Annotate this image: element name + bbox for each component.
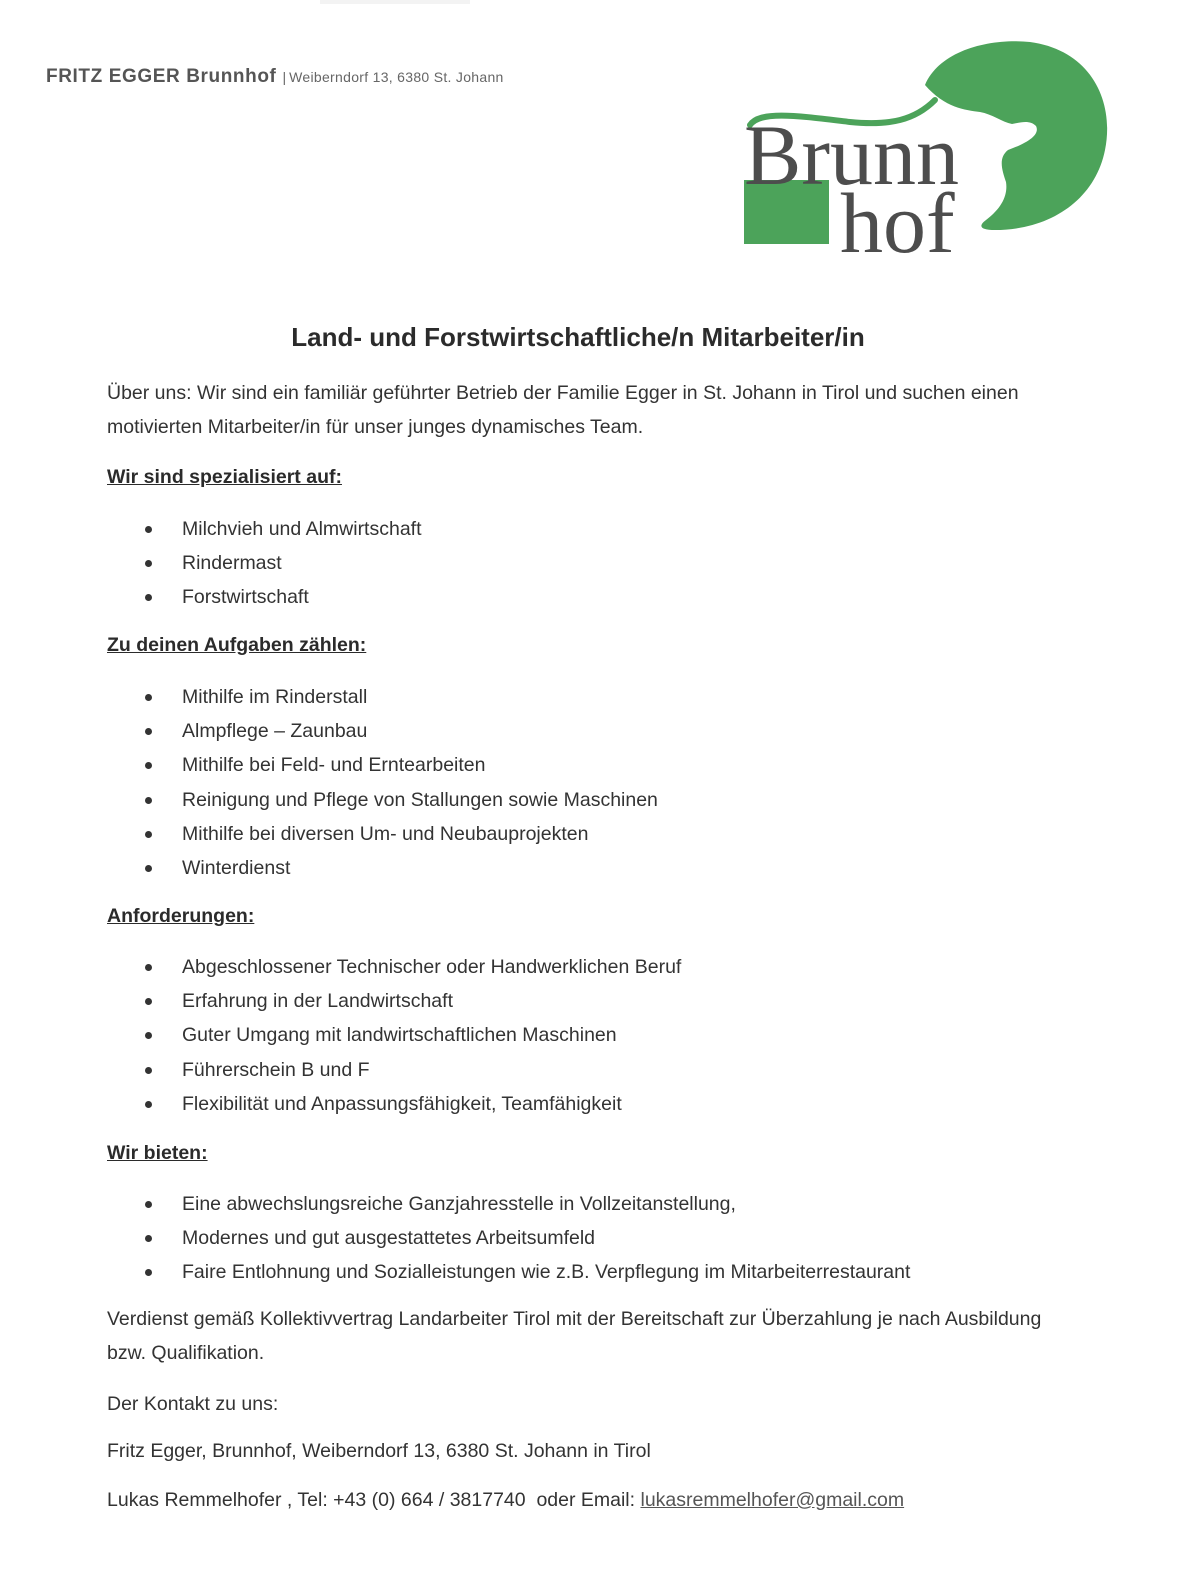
logo-text-brunn: Brunn: [744, 107, 959, 203]
list-item-text: Modernes und gut ausgestattetes Arbeitsumfeld: [182, 1227, 596, 1250]
bullet-icon: [145, 964, 152, 971]
list-item: [107, 950, 681, 984]
list-item-text: Guter Umgang mit landwirtschaftlichen Maschinen: [182, 1024, 617, 1047]
bullet-icon: [145, 594, 152, 601]
list-item: [107, 1087, 681, 1121]
section-heading-tasks: Zu deinen Aufgaben zählen:: [107, 634, 367, 656]
list-item: [107, 580, 422, 614]
list-item-text: Milchvieh und Almwirtschaft: [182, 518, 422, 540]
salary-paragraph: Verdienst gemäß Kollektivvertrag Landarbeiter Tirol mit der Bereitschaft zur Überzahlung je nach Ausbildung bzw. Qualifikation.: [107, 1308, 1042, 1364]
list-item: [107, 1187, 910, 1221]
list-item-text: Mithilfe im Rinderstall: [182, 686, 368, 708]
scan-edge: [320, 0, 470, 4]
letterhead-separator: |: [282, 69, 287, 85]
offer-list: [107, 1187, 910, 1290]
list-item-text: Flexibilität und Anpassungsfähigkeit, Teamfähigkeit: [182, 1092, 622, 1115]
bullet-icon: [145, 526, 152, 533]
list-item-text: Erfahrung in der Landwirtschaft: [182, 990, 453, 1013]
list-item: [107, 546, 422, 580]
list-item-text: Forstwirtschaft: [182, 586, 309, 609]
bullet-icon: [145, 1269, 152, 1276]
list-item: [107, 984, 681, 1018]
tasks-list: [107, 680, 658, 885]
section-heading-requirements: Anforderungen:: [107, 905, 255, 927]
section-heading-specialization: Wir sind spezialisiert auf:: [107, 466, 342, 488]
list-item: [107, 1255, 910, 1289]
list-item: [107, 1053, 681, 1087]
list-item-text: Almpflege – Zaunbau: [182, 720, 368, 743]
list-item-text: Mithilfe bei Feld- und Erntearbeiten: [182, 754, 486, 777]
bullet-icon: [145, 1235, 152, 1242]
bullet-icon: [145, 998, 152, 1005]
list-item-text: Führerschein B und F: [182, 1058, 370, 1081]
list-item-text: Winterdienst: [182, 856, 291, 879]
list-item: [107, 1221, 910, 1255]
bullet-icon: [145, 560, 152, 567]
list-item: [107, 714, 658, 748]
contact-person-line: [107, 1483, 1067, 1517]
list-item: [107, 783, 658, 817]
list-item: [107, 817, 658, 851]
list-item-text: Abgeschlossener Technischer oder Handwerklichen Beruf: [182, 956, 682, 978]
list-item-text: Reinigung und Pflege von Stallungen sowie Maschinen: [182, 788, 658, 811]
list-item-text: Rindermast: [182, 552, 282, 575]
logo-text-hof: hof: [840, 175, 955, 271]
section-heading-offer: Wir bieten:: [107, 1142, 208, 1164]
bullet-icon: [145, 1067, 152, 1074]
job-title: Land- und Forstwirtschaftliche/n Mitarbeiter/in: [291, 322, 865, 352]
contact-address: Fritz Egger, Brunnhof, Weiberndorf 13, 6380 St. Johann in Tirol: [107, 1440, 651, 1462]
intro-paragraph: Über uns: Wir sind ein familiär geführter Betrieb der Familie Egger in St. Johann in Tirol und suchen einen motivierten Mitarbeiter/in für unser junges dynamisches Team.: [107, 382, 1019, 438]
list-item-text: Mithilfe bei diversen Um- und Neubauprojekten: [182, 822, 589, 845]
requirements-list: [107, 950, 681, 1121]
bullet-icon: [145, 1032, 152, 1039]
letterhead: [46, 66, 504, 88]
bullet-icon: [145, 762, 152, 769]
contact-person-phone: Lukas Remmelhofer , Tel: +43 (0) 664 / 3817740 oder Email:: [107, 1489, 641, 1511]
bullet-icon: [145, 865, 152, 872]
brunnhof-logo: [740, 30, 1120, 271]
bullet-icon: [145, 1201, 152, 1208]
bullet-icon: [145, 831, 152, 838]
bullet-icon: [145, 797, 152, 804]
bullet-icon: [145, 1101, 152, 1108]
list-item-text: Eine abwechslungsreiche Ganzjahresstelle in Vollzeitanstellung,: [182, 1193, 736, 1215]
list-item-text: Faire Entlohnung und Sozialleistungen wie z.B. Verpflegung im Mitarbeiterrestaurant: [182, 1261, 911, 1284]
bullet-icon: [145, 694, 152, 701]
list-item: [107, 512, 422, 546]
contact-label: Der Kontakt zu uns:: [107, 1393, 279, 1415]
bullet-icon: [145, 728, 152, 735]
letterhead-company: FRITZ EGGER Brunnhof: [46, 66, 277, 87]
list-item: [107, 1018, 681, 1052]
list-item: [107, 748, 658, 782]
specialization-list: [107, 512, 422, 615]
list-item: [107, 680, 658, 714]
contact-email-link[interactable]: lukasremmelhofer@gmail.com: [640, 1489, 905, 1511]
list-item: [107, 851, 658, 885]
letterhead-address: Weiberndorf 13, 6380 St. Johann: [289, 69, 504, 85]
